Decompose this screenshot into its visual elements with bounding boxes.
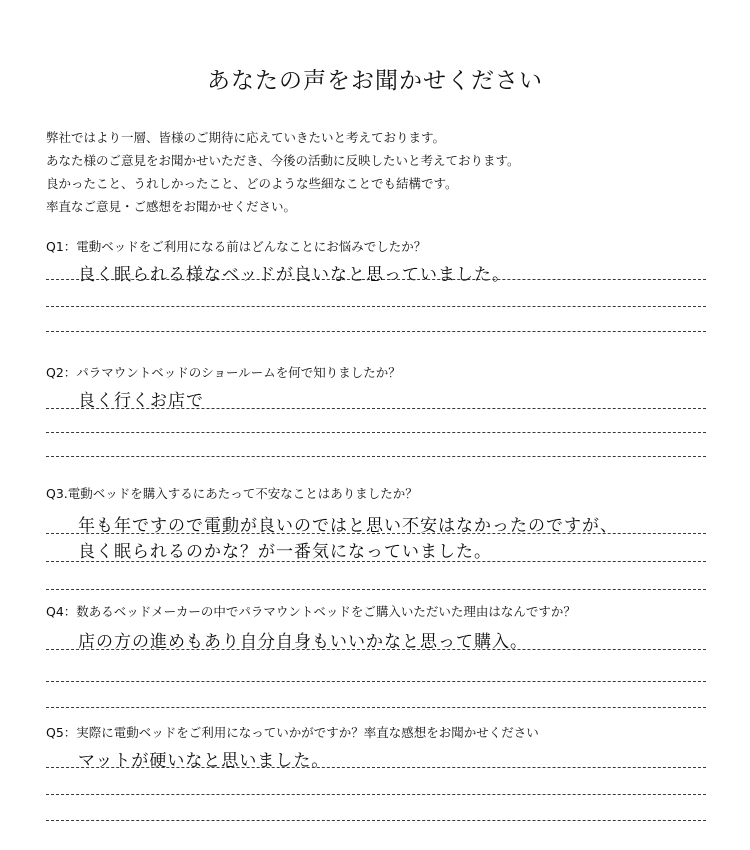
intro-line: 弊社ではより一層、皆様のご期待に応えていきたいと考えております。 bbox=[46, 130, 446, 145]
answer-5-text: マットが硬いなと思いました。 bbox=[78, 751, 330, 771]
answer-line bbox=[46, 306, 706, 307]
answer-3-text-2: 良く眠られるのかな？が一番気になっていました。 bbox=[78, 542, 492, 562]
answer-line bbox=[46, 432, 706, 433]
answer-line bbox=[46, 794, 706, 795]
answer-5-area bbox=[46, 742, 706, 838]
intro-line: 率直なご意見・ご感想をお聞かせください。 bbox=[46, 199, 297, 214]
question-5 bbox=[46, 724, 706, 838]
answer-1-text: 良く眠られる様なベッドが良いなと思っていました。 bbox=[78, 265, 510, 285]
answer-4-text: 店の方の進めもあり自分自身もいいかなと思って購入。 bbox=[78, 632, 528, 652]
answer-line bbox=[46, 408, 706, 409]
question-5-label: Q5：実際に電動ベッドをご利用になっていかがですか？率直な感想をお聞かせください bbox=[46, 725, 539, 740]
page-title: あなたの声をお聞かせください bbox=[207, 68, 543, 94]
question-1-label: Q1：電動ベッドをご利用になる前はどんなことにお悩みでしたか？ bbox=[46, 239, 427, 254]
intro-line: 良かったこと、うれしかったこと、どのような些細なことでも結構です。 bbox=[46, 176, 458, 191]
question-3 bbox=[46, 485, 706, 599]
answer-line bbox=[46, 589, 706, 590]
answer-line bbox=[46, 767, 706, 768]
question-1 bbox=[46, 238, 706, 352]
question-2 bbox=[46, 364, 706, 478]
answer-2-text: 良く行くお店で bbox=[78, 391, 204, 411]
answer-1-area bbox=[46, 256, 706, 352]
answer-3-area bbox=[46, 503, 706, 599]
intro-line: あなた様のご意見をお聞かせいただき、今後の活動に反映したいと考えております。 bbox=[46, 153, 520, 168]
answer-line bbox=[46, 820, 706, 821]
question-3-label: Q3.電動ベッドを購入するにあたって不安なことはありましたか？ bbox=[46, 486, 418, 501]
question-4 bbox=[46, 603, 706, 717]
answer-line bbox=[46, 561, 706, 562]
answer-line bbox=[46, 649, 706, 650]
answer-2-area bbox=[46, 382, 706, 478]
answer-line bbox=[46, 331, 706, 332]
intro-text bbox=[46, 126, 706, 218]
answer-3-text-1: 年も年ですので電動が良いのではと思い不安はなかったのですが、 bbox=[78, 516, 618, 536]
question-4-label: Q4：数あるベッドメーカーの中でパラマウントベッドをご購入いただいた理由はなんですか？ bbox=[46, 604, 576, 619]
answer-line bbox=[46, 707, 706, 708]
question-2-label: Q2：パラマウントベッドのショールームを何で知りましたか？ bbox=[46, 365, 401, 380]
answer-line bbox=[46, 681, 706, 682]
answer-4-area bbox=[46, 621, 706, 717]
answer-line bbox=[46, 533, 706, 534]
answer-line bbox=[46, 279, 706, 280]
answer-line bbox=[46, 456, 706, 457]
